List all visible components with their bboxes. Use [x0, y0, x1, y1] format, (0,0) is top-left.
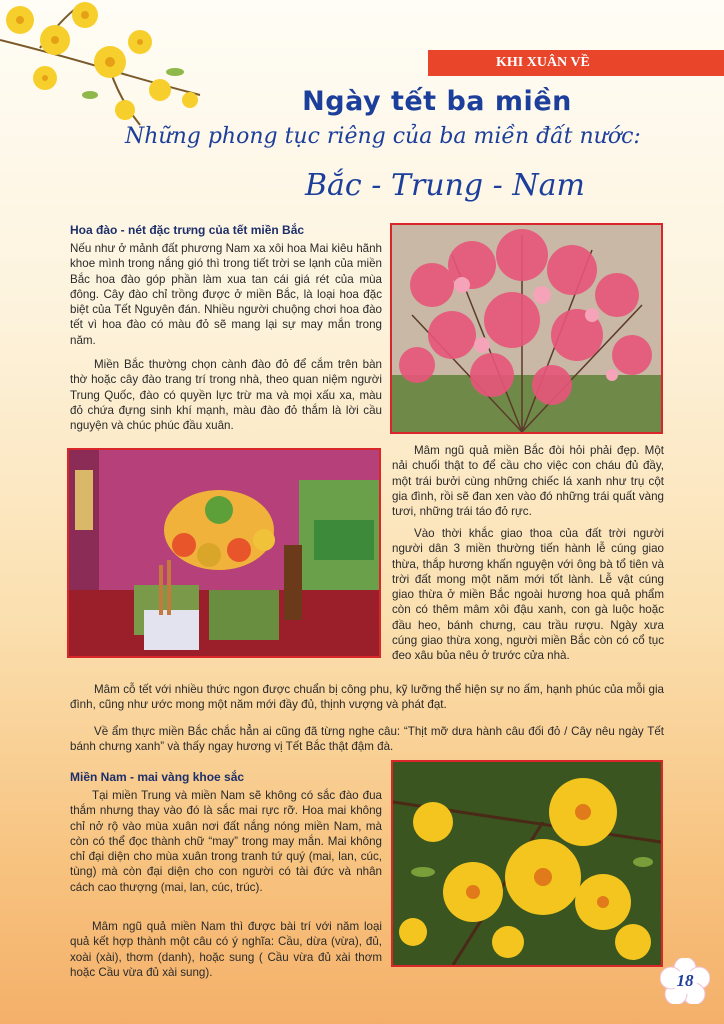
north-heading: Hoa đào - nét đặc trưng của tết miền Bắc [70, 223, 305, 237]
south-paragraph-2: Mâm ngũ quả miền Nam thì được bài trí với năm loại quả kết hợp thành một câu có ý nghĩa: Cầu, dừa (vừa), đủ, xoài (xài), thơm (danh), hoặc sung ( Cầu vừa đủ xài thơm hoặc Cầu vừa đủ xài sung). [70, 920, 382, 979]
peach-blossom-photo [390, 223, 663, 434]
south-heading: Miền Nam - mai vàng khoe sắc [70, 770, 245, 784]
page-subtitle: Những phong tục riêng của ba miền đất nước: [125, 124, 641, 149]
north-paragraph-4: Vào thời khắc giao thoa của đất trời người người dân 3 miền thường tiến hành lễ cúng giao thừa, thắp hương khấn nguyện với ông bà tổ tiên và trời đất mong một năm mới tốt lành. Lễ vật cúng giao thừa ở miền Bắc ngoài hương hoa quả phẩm còn có thêm mâm xôi đậu xanh, con gà luộc hoặc đầu heo, bánh chưng, cau trầu rượu. Ngày xưa cúng giao thừa xong, người miền Bắc còn có cổ tục đeo xâu bủa nêu ở trước cửa nhà. [392, 527, 664, 663]
south-paragraph-1: Tại miền Trung và miền Nam sẽ không có sắc đào đua thắm nhưng thay vào đó là sắc mai rực rỡ. Hoa mai không chỉ nở rộ vào mùa xuân nơi đất nắng nóng miền Nam, mà còn có thể đọc thành chữ “may” trong may mắn. Mai không chỉ đại diện cho mùa xuân trong tranh tứ quý (mai, lan, cúc, tùng) mà còn đại diện cho con người có tài đức và nhân cách cao thượng (mai, lan, cúc, trúc). [70, 789, 382, 894]
north-paragraph-2: Miền Bắc thường chọn cành đào đỏ để cắm trên bàn thờ hoặc cây đào trang trí trong nhà, theo quan niệm người Trung Quốc, đào có quyền lực trừ ma và mọi xấu xa, màu đỏ chứa đựng sinh khí mạnh, màu đào đỏ thắm là lời cầu nguyện và chúc phúc đầu xuân. [70, 358, 382, 433]
page-title: Ngày tết ba miền [302, 86, 572, 117]
north-paragraph-6: Về ẩm thực miền Bắc chắc hẳn ai cũng đã từng nghe câu: “Thịt mỡ dưa hành câu đối đỏ / Cây nêu ngày Tết bánh chưng xanh” và thấy ngay hương vị Tết Bắc thật đậm đà. [70, 725, 664, 754]
yellow-apricot-photo [391, 760, 663, 967]
north-paragraph-3: Mâm ngũ quả miền Bắc đòi hỏi phải đẹp. Một nải chuối thật to để cầu cho việc con cháu đủ đầy, một trái bưởi cùng những chiếc lá xanh như trụ cột gia đình, rồi sẽ đan xen vào đó những trái quất vàng tươi, những trái táo đỏ rực. [392, 444, 664, 519]
altar-offering-photo [67, 448, 381, 658]
page-number: 18 [676, 971, 694, 990]
page-subtitle-regions: Bắc - Trung - Nam [305, 168, 585, 203]
section-tag: KHI XUÂN VỀ [428, 50, 724, 76]
north-paragraph-5: Mâm cỗ tết với nhiều thức ngon được chuẩn bị công phu, kỹ lưỡng thể hiện sự no ấm, hạnh phúc của mỗi gia đình, cũng như ước mong một năm mới đầy đủ, thịnh vượng và phát đạt. [70, 683, 664, 712]
north-paragraph-1: Nếu như ở mảnh đất phương Nam xa xôi hoa Mai kiêu hãnh khoe mình trong nắng gió thì trong tiết trời se lạnh của miền Bắc hoa đào góp phần làm xua tan cái giá rét của mùa đông. Cây đào chỉ trồng được ở miền Bắc, là loại hoa đặc biệt của Tết Nguyên đán. Nhiều người chuộng chơi hoa đào tết vì hoa đào có màu đỏ sẽ mang lại sự may mắn trong năm. [70, 242, 382, 347]
